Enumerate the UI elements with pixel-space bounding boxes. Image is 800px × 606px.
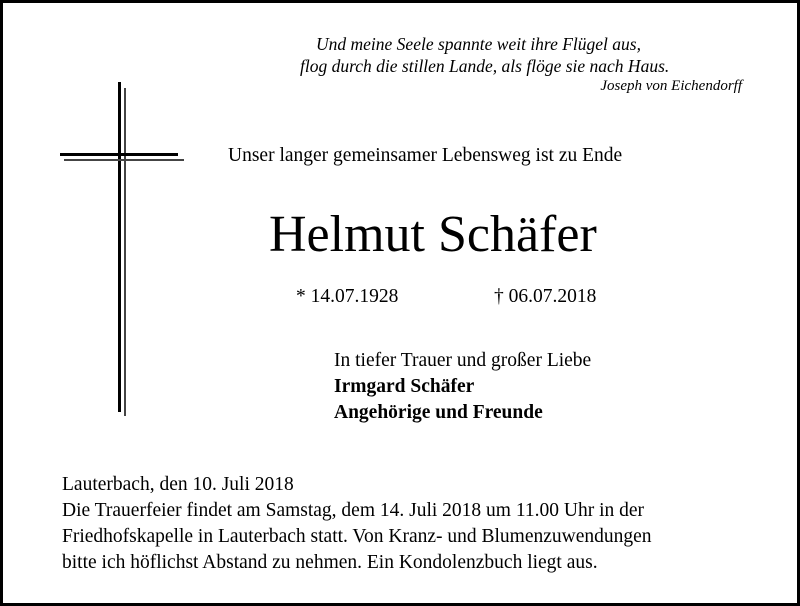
quote-line-2: flog durch die stillen Lande, als flöge sie nach Haus. — [300, 56, 670, 76]
deceased-name: Helmut Schäfer — [269, 206, 597, 263]
quote-author: Joseph von Eichendorff — [600, 78, 742, 94]
poem-quote — [300, 33, 750, 95]
notice-line: Die Trauerfeier findet am Samstag, dem 14. Juli 2018 um 11.00 Uhr in der — [62, 500, 645, 521]
mourner-name: Irmgard Schäfer — [334, 376, 475, 397]
mourners-intro: In tiefer Trauer und großer Liebe — [334, 350, 592, 371]
funeral-notice — [62, 472, 782, 576]
place-date: Lauterbach, den 10. Juli 2018 — [62, 474, 294, 495]
notice-line: bitte ich höflichst Abstand zu nehmen. Ein Kondolenzbuch liegt aus. — [62, 552, 598, 573]
death-date: † 06.07.2018 — [494, 286, 597, 307]
cross-icon — [60, 82, 184, 416]
birth-date: * 14.07.1928 — [296, 286, 399, 307]
notice-line: Friedhofskapelle in Lauterbach statt. Von Kranz- und Blumenzuwendungen — [62, 526, 652, 547]
mourners-block — [334, 348, 591, 426]
mourner-name: Angehörige und Freunde — [334, 402, 543, 423]
intro-text: Unser langer gemeinsamer Lebensweg ist zu Ende — [228, 145, 623, 166]
quote-line-1: Und meine Seele spannte weit ihre Flügel aus, — [316, 34, 641, 54]
